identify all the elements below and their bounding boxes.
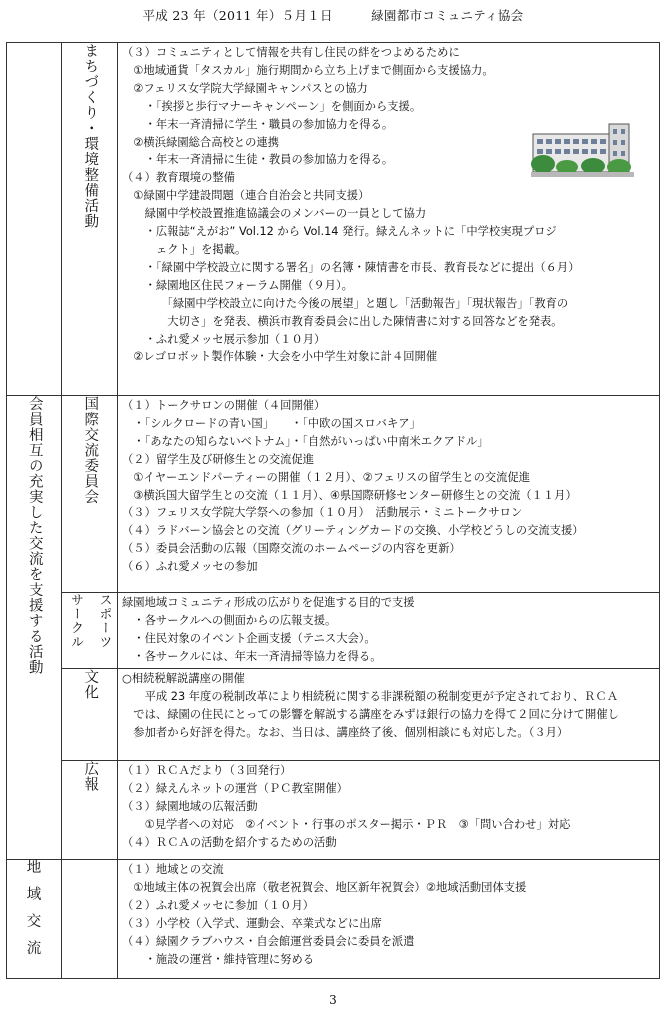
content-line: ①地域主体の祝賀会出席（敬老祝賀会、地区新年祝賀会）②地域活動団体支援 [122,880,527,894]
row-bunka [7,669,660,761]
content-line: （３）緑園地域の広報活動 [122,799,258,813]
row-kokusai [7,396,660,593]
kouhou-content [118,761,659,852]
content-line: 平成 23 年度の税制改革により相続税に関する非課税額の税制変更が予定されており、ＲＣＡ [122,689,619,703]
content-line: ①地域通貨「タスカル」施行期間から立ち上げまで側面から支援協力。 [122,63,494,77]
header-date: 平成 23 年（2011 年）５月１日 [142,8,333,23]
content-line: （２）ふれ愛メッセに参加（１０月） [122,898,315,912]
school-building-illustration [531,118,634,178]
content-line: ③横浜国大留学生との交流（１１月）、④県国際研修センター研修生との交流（１１月） [122,488,577,502]
content-line: （１）地域との交流 [122,863,224,876]
content-line: では、緑園の住民にとっての影響を解説する講座をみずほ銀行の協力を得て２回に分けて開催し [122,707,619,721]
content-line: ・住民対象のイベント企画支援（テニス大会）。 [122,631,376,645]
content-line: （６）ふれ愛メッセの参加 [122,560,258,574]
content-line: （２）留学生及び研修生との交流促進 [122,452,315,466]
content-line: （３）コミュニティとして情報を共有し住民の絆をつよめるために [122,46,460,59]
content-line: 参加者から好評を得た。なお、当日は、講座終了後、個別相談にも対応した。（３月） [122,725,569,739]
bunka-content [118,669,659,742]
content-line: （５）委員会活動の広報（国際交流のホームページの内容を更新） [122,542,461,556]
content-line: ・「緑園中学校設立に関する署名」の名簿・陳情書を市長、教育長などに提出（６月） [122,260,580,274]
activity-table [6,42,660,979]
machizukuri-content [118,43,659,366]
label-char: 流 [26,941,42,957]
label-char: 地 [26,860,42,876]
category-label-chiiki [27,860,42,958]
content-line: （１）トークサロンの開催（４回開催） [122,399,326,412]
content-line: ①緑園中学建設問題（連合自治会と共同支援） [122,189,370,203]
content-line: （４）ＲＣＡの活動を紹介するための活動 [122,835,337,849]
content-line: ・「挨拶と歩行マナーキャンペーン」を側面から支援。 [122,99,422,113]
content-line: ・各サークルには、年末一斉清掃等協力を得る。 [122,649,382,663]
content-line: 大切さ」を発表、横浜市教育委員会に出した陳情書に対する回答などを発表。 [122,314,563,328]
label-char: 交 [26,914,42,930]
content-line: ①見学者への対応 ②イベント・行事のポスター掲示・ＰＲ ③「問い合わせ」対応 [122,817,571,831]
content-line: ・ふれ愛メッセ展示参加（１０月） [122,332,326,346]
content-line: （１）ＲＣＡだより（３回発行） [122,764,292,777]
content-line: ②レゴロボット製作体験・大会を小中学生対象に計４回開催 [122,350,438,364]
subcategory-label-kokusai: 国際交流委員会 [82,396,99,505]
content-line: ・施設の運営・維持管理に努める [122,952,315,966]
content-line: ェクト」を掲載。 [122,242,247,256]
content-line: 緑園中学校設置推進協議会のメンバーの一員として協力 [122,207,427,221]
content-line: （３）小学校（入学式、運動会、卒業式などに出席 [122,916,382,930]
row-chiiki [7,860,660,979]
content-line: （２）緑えんネットの運営（ＰＣ教室開催） [122,781,348,795]
content-line: ①イヤーエンドパーティーの開催（１２月）、②フェリスの留学生との交流促進 [122,470,531,484]
subcategory-label-sports-a: サークル [68,593,84,649]
subcategory-label-bunka: 文化 [82,669,99,700]
category-label-kaiin: 会員相互の充実した交流を支援する活動 [26,396,43,675]
row-machizukuri [7,43,660,396]
content-line: 「緑園中学校設立に向けた今後の展望」と題し「活動報告」「現状報告」「教育の [122,296,569,310]
content-line: ②横浜緑園総合高校との連携 [122,135,279,149]
header-organization: 緑園都市コミュニティ協会 [371,8,524,23]
subcategory-label-kouhou: 広報 [82,761,99,792]
page-number: 3 [329,993,337,1007]
content-line: 緑園地域コミュニティ形成の広がりを促進する目的で支援 [122,596,415,609]
kokusai-content [118,396,659,576]
content-line: ・広報誌“えがお” Vol.12 から Vol.14 発行。緑えんネットに「中学校実現プロジ [122,225,557,239]
content-line: ・年末一斉清掃に生徒・教員の参加協力を得る。 [122,153,394,167]
content-line: ・緑園地区住民フォーラム開催（９月）。 [122,278,353,292]
subcategory-label-sports-b: スポーツ [96,593,112,649]
chiiki-content [118,860,659,968]
category-label-machizukuri: まちづくり・環境整備活動 [82,43,99,229]
page-header [0,6,666,24]
content-line: （４）ラドバーン協会との交流（グリーティングカードの交換、小学校どうしの交流支援） [122,524,584,538]
content-line: （４）教育環境の整備 [122,171,235,185]
content-line: ・年末一斉清掃に学生・職員の参加協力を得る。 [122,117,394,131]
content-line: ・「シルクロードの青い国」 ・「中欧の国スロバキア」 [122,416,421,430]
row-kouhou [7,761,660,860]
content-line: ・各サークルへの側面からの広報支援。 [122,613,337,627]
content-line: （４）緑園クラブハウス・自会館運営委員会に委員を派遣 [122,934,415,948]
content-line: （３）フェリス女学院大学祭への参加（１０月） 活動展示・ミニトークサロン [122,506,523,520]
content-line: ②フェリス女学院大学緑園キャンパスとの協力 [122,81,368,95]
sports-content [118,593,659,666]
content-line: ○相続税解説講座の開催 [122,672,245,685]
label-char: 域 [26,887,42,903]
content-line: ・「あなたの知らないベトナム」・「自然がいっぱい中南米エクアドル」 [122,434,489,448]
row-sports [7,593,660,669]
